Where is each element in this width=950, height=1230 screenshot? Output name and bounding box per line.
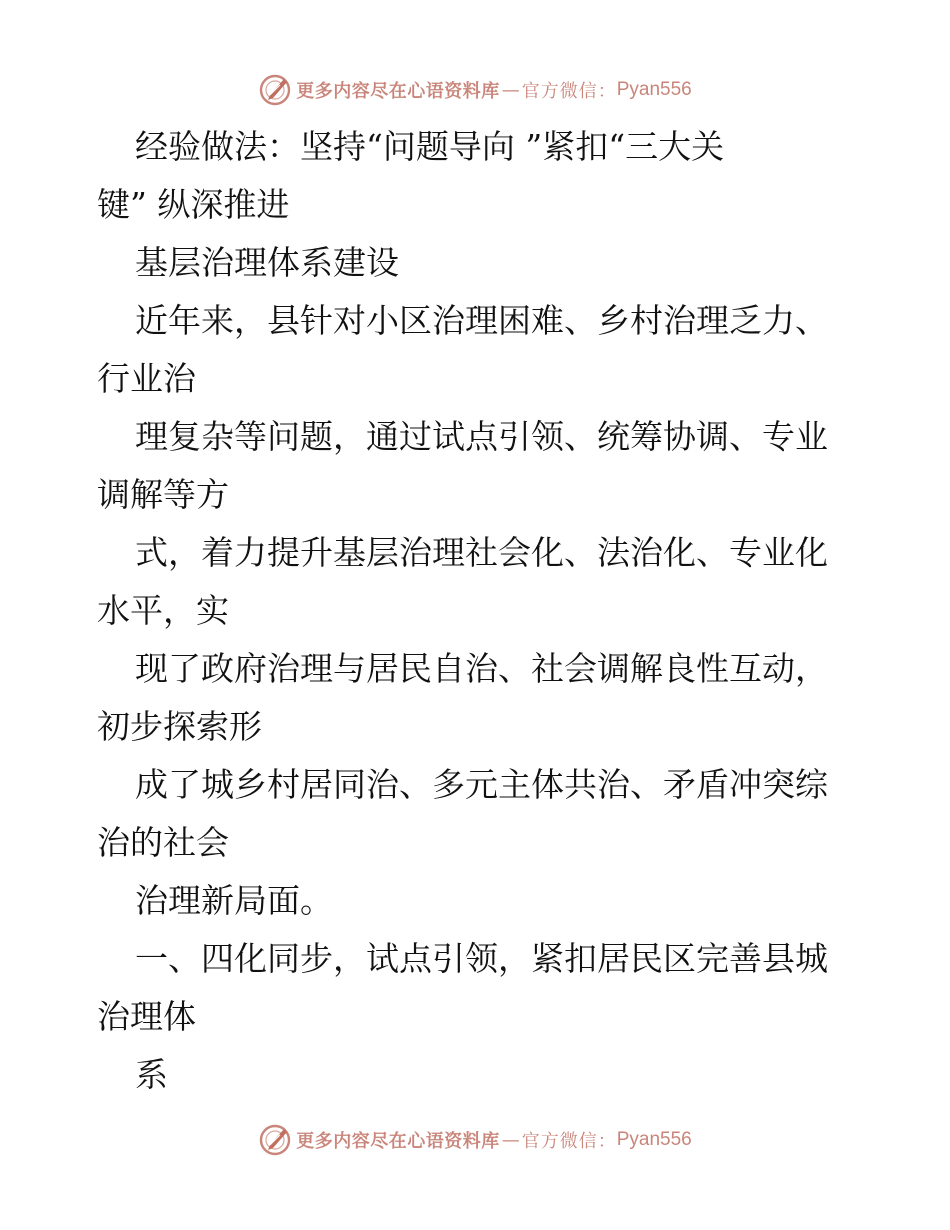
watermark-wechat-label: 官方微信： — [521, 1131, 617, 1152]
feather-pen-circle-icon — [258, 73, 292, 107]
text-line: 治的社会 — [97, 823, 229, 862]
watermark-dash: — — [501, 79, 520, 101]
feather-pen-circle-icon — [258, 1123, 292, 1157]
text-line: 式，着力提升基层治理社会化、法治化、专业化 — [135, 533, 828, 572]
text-line: 水平，实 — [97, 591, 229, 630]
text-line: 理复杂等问题，通过试点引领、统筹协调、专业 — [135, 417, 828, 456]
text-line: 现了政府治理与居民自治、社会调解良性互动， — [135, 649, 828, 688]
document-body — [97, 118, 857, 1104]
text-line: 系 — [135, 1055, 168, 1094]
text-line: 治理新局面。 — [135, 881, 333, 920]
text-line: 基层治理体系建设 — [135, 243, 399, 282]
watermark-brand: 更多内容尽在心语资料库 — [296, 81, 500, 102]
text-line: 初步探索形 — [97, 707, 262, 746]
watermark-brand: 更多内容尽在心语资料库 — [296, 1131, 500, 1152]
watermark-banner-bottom — [0, 1120, 950, 1160]
text-line: 行业治 — [97, 359, 196, 398]
watermark-banner-top — [0, 70, 950, 110]
text-line: 成了城乡村居同治、多元主体共治、矛盾冲突综 — [135, 765, 828, 804]
text-line: 一、四化同步，试点引领，紧扣居民区完善县城 — [135, 939, 828, 978]
watermark-handle: Pyan556 — [616, 1129, 692, 1150]
text-line: 近年来，县针对小区治理困难、乡村治理乏力、 — [135, 301, 828, 340]
text-line: 经验做法：坚持“问题导向 ”紧扣“三大关 — [135, 127, 725, 166]
watermark-handle: Pyan556 — [616, 79, 692, 100]
watermark-dash: — — [501, 1129, 520, 1151]
text-line: 治理体 — [97, 997, 196, 1036]
text-line: 键” 纵深推进 — [97, 185, 290, 224]
text-line: 调解等方 — [97, 475, 229, 514]
watermark-wechat-label: 官方微信： — [521, 81, 617, 102]
